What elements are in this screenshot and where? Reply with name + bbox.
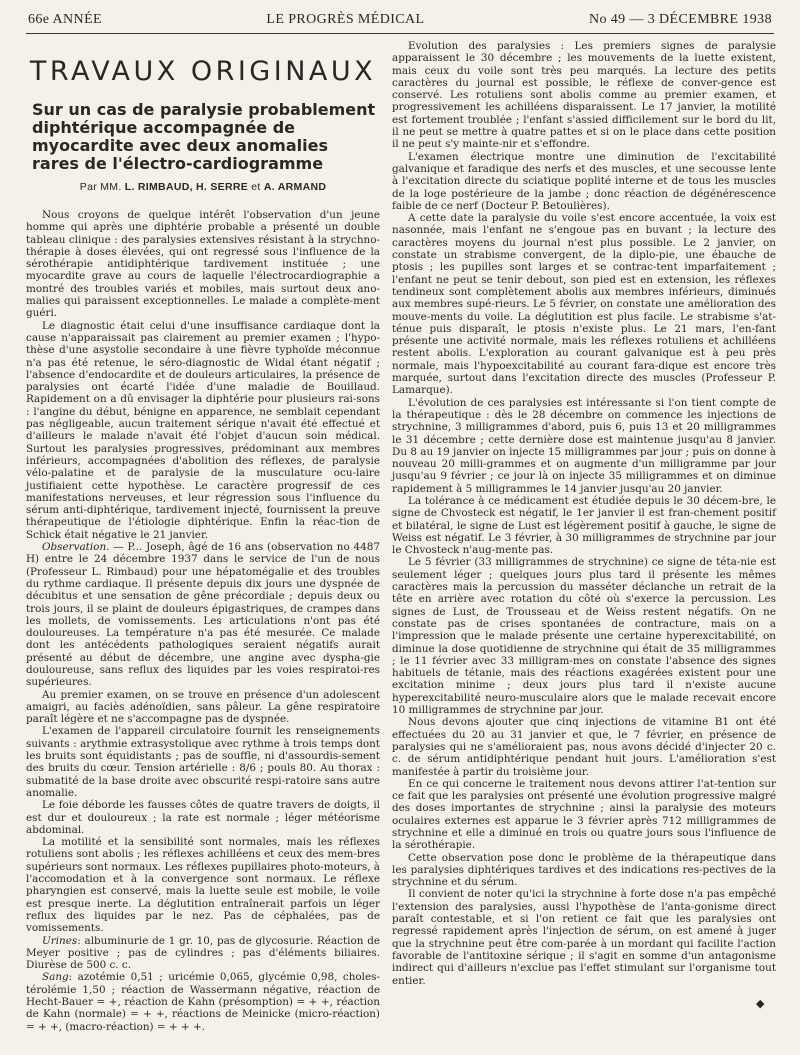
label-observation: Observation. [42, 541, 110, 554]
paragraph-first-exam: Au premier examen, on se trouve en présence d'un adolescent amaigri, au faciès adénoïdien, sans pâleur. La gêne respiratoire paraît légère et ne s'accompagne pas de dyspnée. [26, 688, 380, 726]
paragraph-liver: Le foie déborde les fausses côtes de quatre travers de doigts, il est dur et douloureux ; la rate est normale ; léger météorisme abdominal. [26, 799, 380, 836]
header-year: 66e ANNÉE [28, 12, 102, 27]
authors-joiner: et [251, 181, 261, 193]
paragraph-intro: Nous croyons de quelque intérêt l'observation d'un jeune homme qui après une diphtérie probable a présenté un double tableau clinique : des paralysies extensives résistant à la strychno-thérapie à doses élevées, qui ont regressé sous l'influence de la sérothérapie antidiphtérique tardivement instituée ; une myocardite grave au cours de laquelle l'électrocardiographie a montré des troubles variés et mobiles, mais surtout deux ano-malies qui paraissent exceptionnelles. Le malade a complète-ment guéri. [26, 209, 380, 320]
paragraph-blood [26, 971, 380, 1032]
paragraph-tetany: Le 5 février (33 milligrammes de strychnine) ce signe de téta-nie est seulement léger ; quelques jours plus tard il présente les mêmes caractères mais la percussion du masséter déclanche un retrait de la tête en arrière avec rotation du côté où s'exerce la percussion. Les signes de Lust, de Trousseau et de Weiss restent négatifs. On ne constate pas de crises spontanées de contracture, mais on a l'impression que le malade présente une certaine hyperexcitabilité, on diminue la dose quotidienne de strychnine qui était de 35 milligrammes ; le 11 février avec 33 milligram-mes on constate l'absence des signes habituels de tétanie, mais des réactions exagérées existent pour une excitation minime ; deux jours plus tard il n'existe aucune hyperexcitabilité neuro-musculaire alors que le malade recevait encore 10 milligrammes de strychnine par jour. [392, 556, 776, 717]
paragraph-progression: A cette date la paralysie du voile s'est encore accentuée, la voix est nasonnée, mais l'enfant ne s'engoue pas en buvant ; la lecture des caractères moyens du journal n'est plus possible. Le 2 janvier, on constate un strabisme convergent, de la diplo-pie, une ébauche de ptosis ; les pupilles sont larges et se contrac-tent imparfaitement ; l'enfant ne peut se tenir debout, son pied est en extension, les réflexes tendineux sont complètement abolis aux membres inférieurs, diminués aux membres supé-rieurs. Le 5 février, on constate une amélioration des mouve-ments du voile. La déglutition est plus facile. Le strabisme s'at-ténue puis disparaît, le ptosis n'existe plus. Le 21 mars, l'en-fant présente une activité normale, mais les réflexes rotuliens et achilléens restent abolis. L'exploration au courant galvanique est à peu près normale, mais l'hypoexcitabilité au courant fara-dique est encore très marquée, surtout dans l'excitation directe des muscles (Professeur P. Lamarque). [392, 212, 776, 397]
paragraph-vitamin: Nous devons ajouter que cinq injections de vitamine B1 ont été effectuées du 20 au 31 janvier et que, le 7 février, en présence de paralysies qui ne s'amélioraient pas, nous avons décidé d'injecter 20 c. c. de sérum antidiphtérique pendant huit jours. L'amélioration s'est manifestée à partir du troisième jour. [392, 716, 776, 778]
header-journal-name: LE PROGRÈS MÉDICAL [266, 12, 425, 27]
observation-text: — P... Joseph, âgé de 16 ans (observation no 4487 H) entre le 24 décembre 1937 dans le service de l'un de nous (Professeur L. Rimbaud) pour une hépatomégalie et des troubles du rythme cardiaque. Il présente depuis dix jours une dyspnée de décubitus et une sensation de gêne précordiale ; depuis deux ou trois jours, il se plaint de douleurs épigastriques, de crampes dans les mollets, de vomissements. Les articulations n'ont pas été douloureuses. La température n'a pas été mesurée. Ce malade dont les antécédents pathologiques seraient négatifs aurait présenté au début de décembre, une angine avec dyspha-gie douloureuse, sans reflux des liquides par les voies respiratoi-res supérieures. [26, 541, 380, 689]
paragraph-observation [26, 541, 380, 689]
blood-text: : azotémie 0,51 ; uricémie 0,065, glycémie 0,98, choles-térolémie 1,50 ; réaction de Wassermann négative, réaction de Hecht-Bauer = +, réaction de Kahn (présomption) = + +, réaction de Kahn (normale) = + +, réactions de Meinicke (micro-réaction) = + +, (macro-réaction) = + + +. [26, 971, 380, 1033]
section-title: TRAVAUX ORIGINAUX [29, 56, 377, 87]
paragraph-motility: La motilité et la sensibilité sont normales, mais les réflexes rotuliens sont abolis ; les réflexes achilléens et ceux des mem-bres supérieurs sont normaux. Les réflexes pupillaires photo-moteurs, à l'accomodation et à la convergence sont normaux. Le réflexe pharyngien est conservé, mais la luette seule est mobile, le voile est presque inerte. La déglutition entraînerait parfois un léger reflux des liquides par le nez. Pas de céphalées, pas de vomissements. [26, 836, 380, 935]
label-sang: Sang [42, 971, 69, 984]
author-armand: A. ARMAND [263, 181, 327, 193]
paragraph-tolerance: La tolérance à ce médicament est étudiée depuis le 30 décem-bre, le signe de Chvosteck est négatif, le 1er janvier il est fran-chement positif et bilatéral, le signe de Lust est légèrement positif à gauche, le signe de Weiss est négatif. Le 3 février, à 30 milligrammes de strychnine par jour le Chvosteck n'aug-mente pas. [392, 494, 776, 557]
paragraph-circulatory: L'examen de l'appareil circulatoire fournit les renseignements suivants : arythmie extrasystolique avec rythme à trois temps dont les bruits sont équidistants ; pas de souffle, ni d'assourdis-sement des bruits du cœur. Tension artérielle : 8/6 ; pouls 80. Au thorax : submatité de la base droite avec obscurité respi-ratoire sans autre anomalie. [26, 725, 380, 799]
paragraph-evolution: Evolution des paralysies : Les premiers signes de paralysie apparaissent le 30 décembre ; les mouvements de la luette existent, mais ceux du voile sont très peu marqués. La lecture des petits caractères du journal est possible, le réflexe de conver-gence est conservé. Les rotuliens sont abolis comme au premier examen, et progressivement les achilléens disparaissent. Le 17 janvier, la motilité est fortement troublée ; l'enfant s'assied difficilement sur le bord du lit, il ne peut se mettre à quatre pattes et si on le place dans cette position il ne peut s'y mainte-nir et s'effondre. [392, 40, 776, 151]
authors-prefix: Par MM. [79, 181, 122, 193]
paragraph-therapy: L'évolution de ces paralysies est intéressante si l'on tient compte de la thérapeutique : dès le 28 décembre on commence les injections de strychnine, 3 milligrammes d'abord, puis 6, puis 13 et 20 milligrammes le 31 décembre ; cette dernière dose est maintenue jusqu'au 8 janvier. Du 8 au 19 janvier on injecte 15 milligrammes par jour ; puis on donne à nouveau 20 milli-grammes et on augmente d'un milligramme par jour jusqu'au 9 février ; ce jour là on injecte 35 milligrammes et on diminue rapidement à 5 milligrammes le 14 janvier jusqu'au 20 janvier. [392, 396, 776, 495]
author-rimbaud: L. RIMBAUD, [124, 181, 193, 193]
paragraph-diagnosis: Le diagnostic était celui d'une insuffisance cardiaque dont la cause n'apparaissait pas clairement au premier examen ; l'hypo-thèse d'une asystolie secondaire à une fièvre typhoïde méconnue n'a pas été retenue, le séro-diagnostic de Widal étant négatif ; l'absence d'endocardite et de douleurs articulaires, la présence de paralysies ont écarté l'idée d'une maladie de Bouillaud. Rapidement on a dû envisager la diphtérie pour plusieurs rai-sons : l'angine du début, bénigne en apparence, ne semblait cependant pas négligeable, aucun traitement sérique n'avait été effectué et d'ailleurs le malade n'avait été l'objet d'aucun soin médical. Surtout les paralysies progressives, prédominant aux membres inférieurs, accompagnées d'abolition des réflexes, de paralysie vélo-palatine et de paralysie de la musculature ocu-laire justifiaient cette hypothèse. Le caractère progressif de ces manifestations nerveuses, et leur régression sous l'influence du sérum anti-diphtérique, tardivement injecté, fournissent la preuve thérapeutique de l'étiologie diphtérique. Enfin la réac-tion de Schick était négative le 21 janvier. [26, 319, 380, 541]
header-issue-date: No 49 — 3 DÉCEMBRE 1938 [588, 12, 772, 27]
paragraph-treatment: En ce qui concerne le traitement nous devons attirer l'at-tention sur ce fait que les paralysies ont présenté une évolution progressive malgré des doses importantes de strychnine ; ainsi la paralysie des moteurs oculaires externes est apparue le 3 février après 712 milligrammes de strychnine et elle a diminué en trois ou quatre jours sous l'influence de la sérothérapie. [392, 777, 776, 852]
header-rule [26, 33, 774, 34]
paragraph-urines [26, 935, 380, 972]
end-diamond-icon: ◆ [756, 996, 765, 1010]
author-serre: H. SERRE [196, 181, 249, 193]
label-urines: Urines [42, 934, 78, 947]
right-column [392, 40, 776, 987]
paragraph-problem: Cette observation pose donc le problème de la thérapeutique dans les paralysies diphtériques tardives et des indications res-pectives de la strychnine et du sérum. [392, 851, 776, 889]
paragraph-electric-exam: L'examen électrique montre une diminution de l'excitabilité galvanique et faradique des nerfs et des muscles, et une secousse lente à l'excitation directe du sciatique poplité interne et de tous les muscles de la loge postérieure de la jambe ; donc réaction de dégénérescence faible de ce nerf (Docteur P. Betoulières). [392, 150, 776, 212]
urines-text: : albuminurie de 1 gr. 10, pas de glycosurie. Réaction de Meyer positive ; pas de cylindres ; pas d'éléments biliaires. Diurèse de 500 c. c. [26, 934, 380, 972]
paragraph-conclusion: Il convient de noter qu'ici la strychnine à forte dose n'a pas empêché l'extension des paralysies, aussi l'hypothèse de l'anta-gonisme direct paraît contestable, et si l'on retient ce fait que les paralysies ont regressé rapidement après l'injection de sérum, on est amené à juger que la strychnine peut être com-parée à un mordant qui facilite l'action favorable de l'antitoxine sérique ; il s'agit en somme d'un antagonisme indirect qui d'ailleurs n'exclue pas l'effet stimulant sur l'organisme tout entier. [392, 888, 776, 987]
article-title: Sur un cas de paralysie probablement diphtérique accompagnée de myocardite avec deux anomalies rares de l'électro-cardiogramme [32, 100, 376, 173]
article-authors [26, 181, 380, 193]
running-header [28, 12, 772, 32]
left-column [26, 40, 380, 1033]
